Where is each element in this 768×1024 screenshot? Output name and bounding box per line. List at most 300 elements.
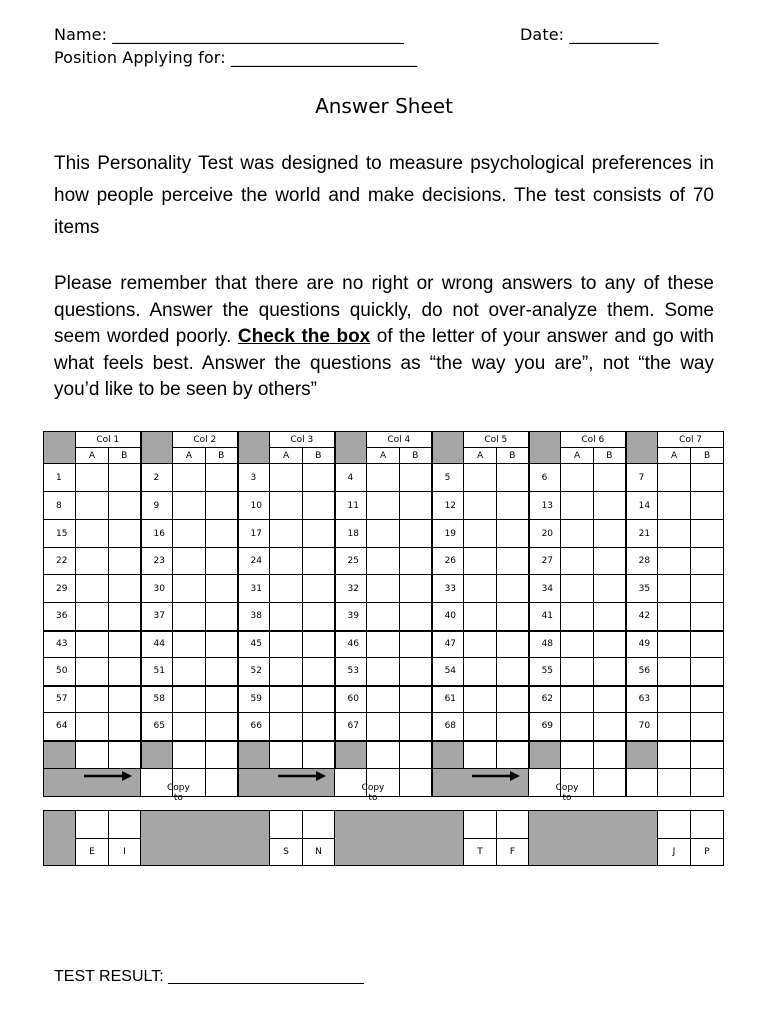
answer-row (44, 464, 724, 492)
question-number: 43 (44, 631, 76, 658)
score-letter: F (497, 839, 529, 866)
answer-box-a[interactable] (367, 575, 400, 603)
question-number: 36 (44, 603, 76, 631)
group-spacer (626, 432, 658, 464)
answer-box-b[interactable] (594, 603, 626, 631)
answer-box-b[interactable] (497, 575, 529, 603)
answer-row (44, 686, 724, 713)
name-field[interactable]: Name: ____________________________________ (54, 25, 404, 44)
copy-box-a[interactable] (658, 769, 691, 797)
answer-box-a[interactable] (173, 464, 206, 492)
answer-box-b[interactable] (497, 658, 529, 686)
question-number: 11 (335, 492, 367, 520)
answer-box-b[interactable] (109, 548, 141, 575)
answer-box-a[interactable] (270, 520, 303, 548)
question-number: 61 (432, 686, 464, 713)
answer-box-b[interactable] (109, 713, 141, 741)
total-box-a[interactable] (464, 741, 497, 769)
copy-to-cell (44, 769, 190, 803)
answer-box-b[interactable] (497, 631, 529, 658)
question-number: 34 (529, 575, 561, 603)
answer-box-b[interactable] (206, 548, 238, 575)
answer-box-b[interactable] (594, 520, 626, 548)
answer-box-b[interactable] (594, 464, 626, 492)
question-number: 41 (529, 603, 561, 631)
answer-box-b[interactable] (303, 686, 335, 713)
answer-row (44, 548, 724, 575)
answer-box-b[interactable] (303, 464, 335, 492)
copy-spacer (626, 769, 658, 797)
arrow-right-icon (278, 769, 326, 783)
answer-box-b[interactable] (497, 520, 529, 548)
answer-row (44, 603, 724, 631)
answer-box-a[interactable] (367, 658, 400, 686)
answer-box-b[interactable] (303, 713, 335, 741)
answer-box-a[interactable] (173, 520, 206, 548)
answer-box-b[interactable] (497, 464, 529, 492)
option-b-label: B (109, 448, 141, 464)
question-number: 35 (626, 575, 658, 603)
column-header: Col 7 (658, 432, 724, 448)
score-grid (43, 810, 724, 866)
copy-to-label: Copy to (167, 783, 190, 803)
score-letter: S (270, 839, 303, 866)
question-number: 45 (238, 631, 270, 658)
answer-grid (43, 431, 724, 803)
answer-box-b[interactable] (691, 520, 724, 548)
answer-box-b[interactable] (303, 492, 335, 520)
copy-to-cell (238, 769, 385, 803)
answer-box-a[interactable] (270, 713, 303, 741)
column-header: Col 6 (561, 432, 626, 448)
answer-row (44, 713, 724, 741)
score-box[interactable] (658, 811, 691, 839)
question-number: 20 (529, 520, 561, 548)
answer-box-b[interactable] (497, 492, 529, 520)
instructions-emphasis: Check the box (237, 326, 371, 347)
question-number: 15 (44, 520, 76, 548)
question-number: 52 (238, 658, 270, 686)
answer-box-a[interactable] (464, 548, 497, 575)
total-spacer (335, 741, 367, 769)
answer-box-b[interactable] (109, 464, 141, 492)
answer-box-a[interactable] (367, 603, 400, 631)
question-number: 56 (626, 658, 658, 686)
option-b-label: B (206, 448, 238, 464)
answer-box-a[interactable] (76, 658, 109, 686)
answer-box-b[interactable] (206, 686, 238, 713)
answer-box-a[interactable] (76, 548, 109, 575)
answer-box-a[interactable] (270, 575, 303, 603)
question-number: 3 (238, 464, 270, 492)
answer-box-b[interactable] (400, 631, 432, 658)
answer-box-b[interactable] (109, 603, 141, 631)
copy-to-label: Copy to (361, 783, 385, 803)
answer-box-a[interactable] (76, 464, 109, 492)
answer-box-a[interactable] (464, 464, 497, 492)
answer-box-a[interactable] (561, 658, 594, 686)
option-b-label: B (497, 448, 529, 464)
answer-box-a[interactable] (658, 520, 691, 548)
answer-box-b[interactable] (691, 631, 724, 658)
question-number: 50 (44, 658, 76, 686)
answer-box-a[interactable] (76, 492, 109, 520)
total-box-b[interactable] (109, 741, 141, 769)
answer-box-b[interactable] (497, 603, 529, 631)
answer-box-a[interactable] (270, 686, 303, 713)
answer-box-b[interactable] (400, 548, 432, 575)
answer-box-b[interactable] (303, 658, 335, 686)
answer-box-a[interactable] (464, 520, 497, 548)
answer-box-a[interactable] (658, 492, 691, 520)
answer-box-b[interactable] (497, 686, 529, 713)
answer-box-a[interactable] (173, 548, 206, 575)
answer-box-b[interactable] (303, 575, 335, 603)
answer-box-a[interactable] (270, 548, 303, 575)
answer-box-a[interactable] (367, 631, 400, 658)
question-number: 1 (44, 464, 76, 492)
option-b-label: B (691, 448, 724, 464)
score-spacer (335, 811, 464, 866)
question-number: 46 (335, 631, 367, 658)
answer-box-a[interactable] (561, 603, 594, 631)
group-spacer (238, 432, 270, 464)
answer-row (44, 575, 724, 603)
answer-box-b[interactable] (109, 686, 141, 713)
question-number: 64 (44, 713, 76, 741)
question-number: 38 (238, 603, 270, 631)
score-spacer (141, 811, 270, 866)
question-number: 29 (44, 575, 76, 603)
answer-box-b[interactable] (303, 548, 335, 575)
answer-box-b[interactable] (594, 548, 626, 575)
answer-box-b[interactable] (594, 686, 626, 713)
question-number: 30 (141, 575, 173, 603)
score-spacer (44, 811, 76, 866)
answer-box-b[interactable] (691, 686, 724, 713)
total-box-a[interactable] (658, 741, 691, 769)
answer-box-a[interactable] (367, 492, 400, 520)
answer-box-a[interactable] (367, 520, 400, 548)
total-box-b[interactable] (594, 741, 626, 769)
answer-box-a[interactable] (270, 492, 303, 520)
total-spacer (626, 741, 658, 769)
question-number: 37 (141, 603, 173, 631)
answer-box-b[interactable] (594, 713, 626, 741)
total-box-b[interactable] (691, 741, 724, 769)
total-box-b[interactable] (497, 741, 529, 769)
question-number: 69 (529, 713, 561, 741)
total-box-a[interactable] (76, 741, 109, 769)
answer-box-a[interactable] (76, 603, 109, 631)
total-box-b[interactable] (400, 741, 432, 769)
test-result-field[interactable]: TEST RESULT: ______________________ (54, 968, 364, 985)
answer-box-b[interactable] (691, 603, 724, 631)
total-row (44, 741, 724, 769)
total-box-a[interactable] (270, 741, 303, 769)
answer-box-a[interactable] (173, 686, 206, 713)
group-spacer (44, 432, 76, 464)
answer-box-b[interactable] (206, 464, 238, 492)
score-box[interactable] (76, 811, 109, 839)
total-spacer (529, 741, 561, 769)
option-b-label: B (400, 448, 432, 464)
copy-box-b[interactable] (400, 769, 432, 797)
answer-box-a[interactable] (464, 492, 497, 520)
option-b-label: B (303, 448, 335, 464)
question-number: 12 (432, 492, 464, 520)
question-number: 49 (626, 631, 658, 658)
question-number: 32 (335, 575, 367, 603)
answer-box-b[interactable] (206, 492, 238, 520)
answer-box-a[interactable] (270, 631, 303, 658)
answer-box-a[interactable] (561, 492, 594, 520)
answer-box-a[interactable] (464, 603, 497, 631)
answer-box-b[interactable] (206, 658, 238, 686)
answer-box-b[interactable] (109, 520, 141, 548)
answer-box-a[interactable] (173, 492, 206, 520)
answer-box-b[interactable] (497, 548, 529, 575)
column-header: Col 4 (367, 432, 432, 448)
copy-row (44, 769, 724, 797)
total-box-a[interactable] (367, 741, 400, 769)
answer-box-b[interactable] (691, 713, 724, 741)
instructions-text-2: of the letter of your answer and go with what feels best. Answer the questions as “the way you are”, not “the way you’d like to be seen by others” (54, 326, 714, 400)
answer-box-a[interactable] (367, 548, 400, 575)
answer-box-a[interactable] (658, 713, 691, 741)
total-spacer (44, 741, 76, 769)
question-number: 68 (432, 713, 464, 741)
answer-box-a[interactable] (658, 603, 691, 631)
answer-box-a[interactable] (658, 686, 691, 713)
answer-box-b[interactable] (497, 713, 529, 741)
answer-box-a[interactable] (173, 658, 206, 686)
answer-box-b[interactable] (691, 492, 724, 520)
answer-box-a[interactable] (76, 575, 109, 603)
answer-box-a[interactable] (658, 464, 691, 492)
copy-box-b[interactable] (206, 769, 238, 797)
position-field[interactable]: Position Applying for: _______________________ (54, 48, 418, 67)
answer-box-b[interactable] (109, 631, 141, 658)
answer-box-a[interactable] (464, 658, 497, 686)
answer-box-a[interactable] (464, 713, 497, 741)
date-field[interactable]: Date: ___________ (520, 25, 659, 44)
answer-box-b[interactable] (400, 713, 432, 741)
column-header: Col 5 (464, 432, 529, 448)
answer-box-b[interactable] (400, 492, 432, 520)
answer-box-b[interactable] (303, 631, 335, 658)
column-header: Col 2 (173, 432, 238, 448)
answer-box-a[interactable] (658, 575, 691, 603)
answer-box-b[interactable] (594, 631, 626, 658)
answer-row (44, 658, 724, 686)
question-number: 10 (238, 492, 270, 520)
answer-box-a[interactable] (76, 713, 109, 741)
answer-box-b[interactable] (400, 603, 432, 631)
total-box-a[interactable] (561, 741, 594, 769)
answer-box-b[interactable] (691, 548, 724, 575)
answer-box-a[interactable] (173, 713, 206, 741)
intro-paragraph: This Personality Test was designed to measure psychological preferences in how people perceive the world and make decisions. The test consists of 70 items (54, 153, 714, 238)
question-number: 59 (238, 686, 270, 713)
answer-box-a[interactable] (561, 548, 594, 575)
question-number: 27 (529, 548, 561, 575)
question-number: 53 (335, 658, 367, 686)
option-a-label: A (367, 448, 400, 464)
answer-box-b[interactable] (400, 658, 432, 686)
question-number: 16 (141, 520, 173, 548)
answer-box-a[interactable] (561, 713, 594, 741)
answer-box-b[interactable] (206, 631, 238, 658)
question-number: 70 (626, 713, 658, 741)
answer-box-b[interactable] (594, 575, 626, 603)
group-spacer (141, 432, 173, 464)
answer-box-a[interactable] (464, 686, 497, 713)
question-number: 55 (529, 658, 561, 686)
total-box-b[interactable] (206, 741, 238, 769)
question-number: 31 (238, 575, 270, 603)
answer-box-b[interactable] (109, 575, 141, 603)
question-number: 13 (529, 492, 561, 520)
answer-box-a[interactable] (76, 631, 109, 658)
score-box[interactable] (270, 811, 303, 839)
answer-box-a[interactable] (561, 686, 594, 713)
question-number: 60 (335, 686, 367, 713)
score-row (44, 811, 724, 839)
option-a-label: A (76, 448, 109, 464)
answer-box-a[interactable] (367, 713, 400, 741)
copy-to-label: Copy to (555, 783, 579, 803)
score-letter: T (464, 839, 497, 866)
question-number: 24 (238, 548, 270, 575)
answer-box-b[interactable] (206, 575, 238, 603)
question-number: 66 (238, 713, 270, 741)
answer-row (44, 492, 724, 520)
total-spacer (238, 741, 270, 769)
score-box[interactable] (303, 811, 335, 839)
question-number: 5 (432, 464, 464, 492)
instructions-paragraph (54, 271, 714, 404)
question-number: 48 (529, 631, 561, 658)
answer-box-a[interactable] (658, 548, 691, 575)
question-number: 54 (432, 658, 464, 686)
answer-box-b[interactable] (691, 658, 724, 686)
copy-box-b[interactable] (691, 769, 724, 797)
score-box[interactable] (109, 811, 141, 839)
answer-box-a[interactable] (464, 575, 497, 603)
grid-header-row (44, 432, 724, 448)
answer-box-b[interactable] (109, 658, 141, 686)
score-letter: E (76, 839, 109, 866)
answer-box-a[interactable] (561, 464, 594, 492)
answer-box-a[interactable] (561, 520, 594, 548)
score-box[interactable] (497, 811, 529, 839)
copy-box-b[interactable] (594, 769, 626, 797)
total-spacer (141, 741, 173, 769)
answer-box-b[interactable] (400, 520, 432, 548)
question-number: 58 (141, 686, 173, 713)
option-a-label: A (270, 448, 303, 464)
answer-box-b[interactable] (594, 492, 626, 520)
option-a-label: A (173, 448, 206, 464)
answer-box-b[interactable] (206, 520, 238, 548)
question-number: 4 (335, 464, 367, 492)
answer-box-a[interactable] (367, 464, 400, 492)
group-spacer (432, 432, 464, 464)
answer-box-b[interactable] (594, 658, 626, 686)
question-number: 39 (335, 603, 367, 631)
total-box-b[interactable] (303, 741, 335, 769)
answer-box-a[interactable] (173, 575, 206, 603)
answer-box-a[interactable] (270, 603, 303, 631)
question-number: 9 (141, 492, 173, 520)
question-number: 28 (626, 548, 658, 575)
group-spacer (335, 432, 367, 464)
answer-box-b[interactable] (303, 520, 335, 548)
question-number: 65 (141, 713, 173, 741)
answer-box-b[interactable] (400, 464, 432, 492)
answer-box-a[interactable] (367, 686, 400, 713)
question-number: 67 (335, 713, 367, 741)
answer-box-b[interactable] (109, 492, 141, 520)
answer-box-a[interactable] (76, 686, 109, 713)
answer-box-a[interactable] (270, 464, 303, 492)
answer-box-b[interactable] (400, 686, 432, 713)
score-letter: N (303, 839, 335, 866)
column-header: Col 3 (270, 432, 335, 448)
score-letter: I (109, 839, 141, 866)
answer-box-a[interactable] (173, 631, 206, 658)
answer-box-b[interactable] (400, 575, 432, 603)
question-number: 26 (432, 548, 464, 575)
arrow-right-icon (84, 769, 132, 783)
answer-row (44, 631, 724, 658)
answer-box-b[interactable] (691, 575, 724, 603)
question-number: 17 (238, 520, 270, 548)
question-number: 8 (44, 492, 76, 520)
answer-box-b[interactable] (206, 713, 238, 741)
answer-box-b[interactable] (691, 464, 724, 492)
total-box-a[interactable] (173, 741, 206, 769)
question-number: 14 (626, 492, 658, 520)
group-spacer (529, 432, 561, 464)
answer-box-b[interactable] (206, 603, 238, 631)
question-number: 22 (44, 548, 76, 575)
answer-box-a[interactable] (658, 631, 691, 658)
question-number: 2 (141, 464, 173, 492)
question-number: 25 (335, 548, 367, 575)
answer-box-a[interactable] (76, 520, 109, 548)
answer-box-a[interactable] (561, 631, 594, 658)
question-number: 62 (529, 686, 561, 713)
score-box[interactable] (691, 811, 724, 839)
answer-box-b[interactable] (303, 603, 335, 631)
total-spacer (432, 741, 464, 769)
answer-box-a[interactable] (658, 658, 691, 686)
answer-box-a[interactable] (464, 631, 497, 658)
answer-box-a[interactable] (270, 658, 303, 686)
question-number: 44 (141, 631, 173, 658)
question-number: 23 (141, 548, 173, 575)
score-letter: J (658, 839, 691, 866)
answer-box-a[interactable] (561, 575, 594, 603)
score-box[interactable] (464, 811, 497, 839)
question-number: 18 (335, 520, 367, 548)
question-number: 21 (626, 520, 658, 548)
answer-box-a[interactable] (173, 603, 206, 631)
question-number: 40 (432, 603, 464, 631)
score-spacer (529, 811, 658, 866)
